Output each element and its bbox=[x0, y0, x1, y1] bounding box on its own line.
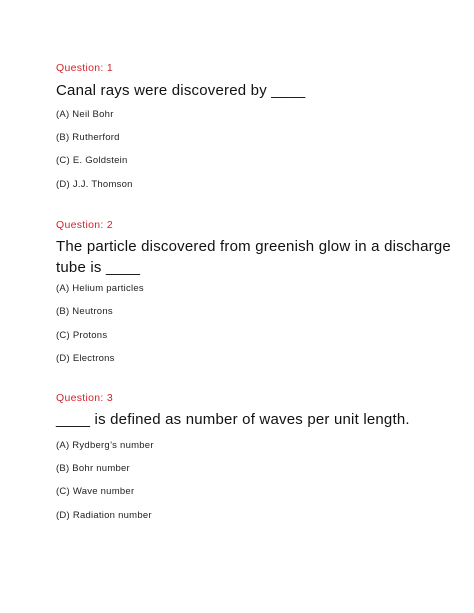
option-b: (B) Neutrons bbox=[56, 306, 113, 317]
option-c: (C) Protons bbox=[56, 330, 108, 341]
option-d: (D) Radiation number bbox=[56, 510, 152, 521]
option-d: (D) Electrons bbox=[56, 353, 115, 364]
option-b: (B) Bohr number bbox=[56, 463, 130, 474]
option-a: (A) Neil Bohr bbox=[56, 109, 114, 120]
option-a: (A) Helium particles bbox=[56, 283, 144, 294]
question-text: Canal rays were discovered by ____ bbox=[56, 82, 306, 99]
document-page bbox=[56, 0, 456, 613]
question-text: ____ is defined as number of waves per unit length. bbox=[56, 411, 410, 428]
option-d: (D) J.J. Thomson bbox=[56, 179, 133, 190]
question-number: Question: 3 bbox=[56, 392, 113, 404]
question-text: The particle discovered from greenish glow in a discharge tube is ____ bbox=[56, 238, 451, 276]
question-number: Question: 2 bbox=[56, 219, 113, 231]
option-b: (B) Rutherford bbox=[56, 132, 120, 143]
option-a: (A) Rydberg’s number bbox=[56, 440, 154, 451]
question-number: Question: 1 bbox=[56, 62, 113, 74]
option-c: (C) E. Goldstein bbox=[56, 155, 128, 166]
option-c: (C) Wave number bbox=[56, 486, 135, 497]
